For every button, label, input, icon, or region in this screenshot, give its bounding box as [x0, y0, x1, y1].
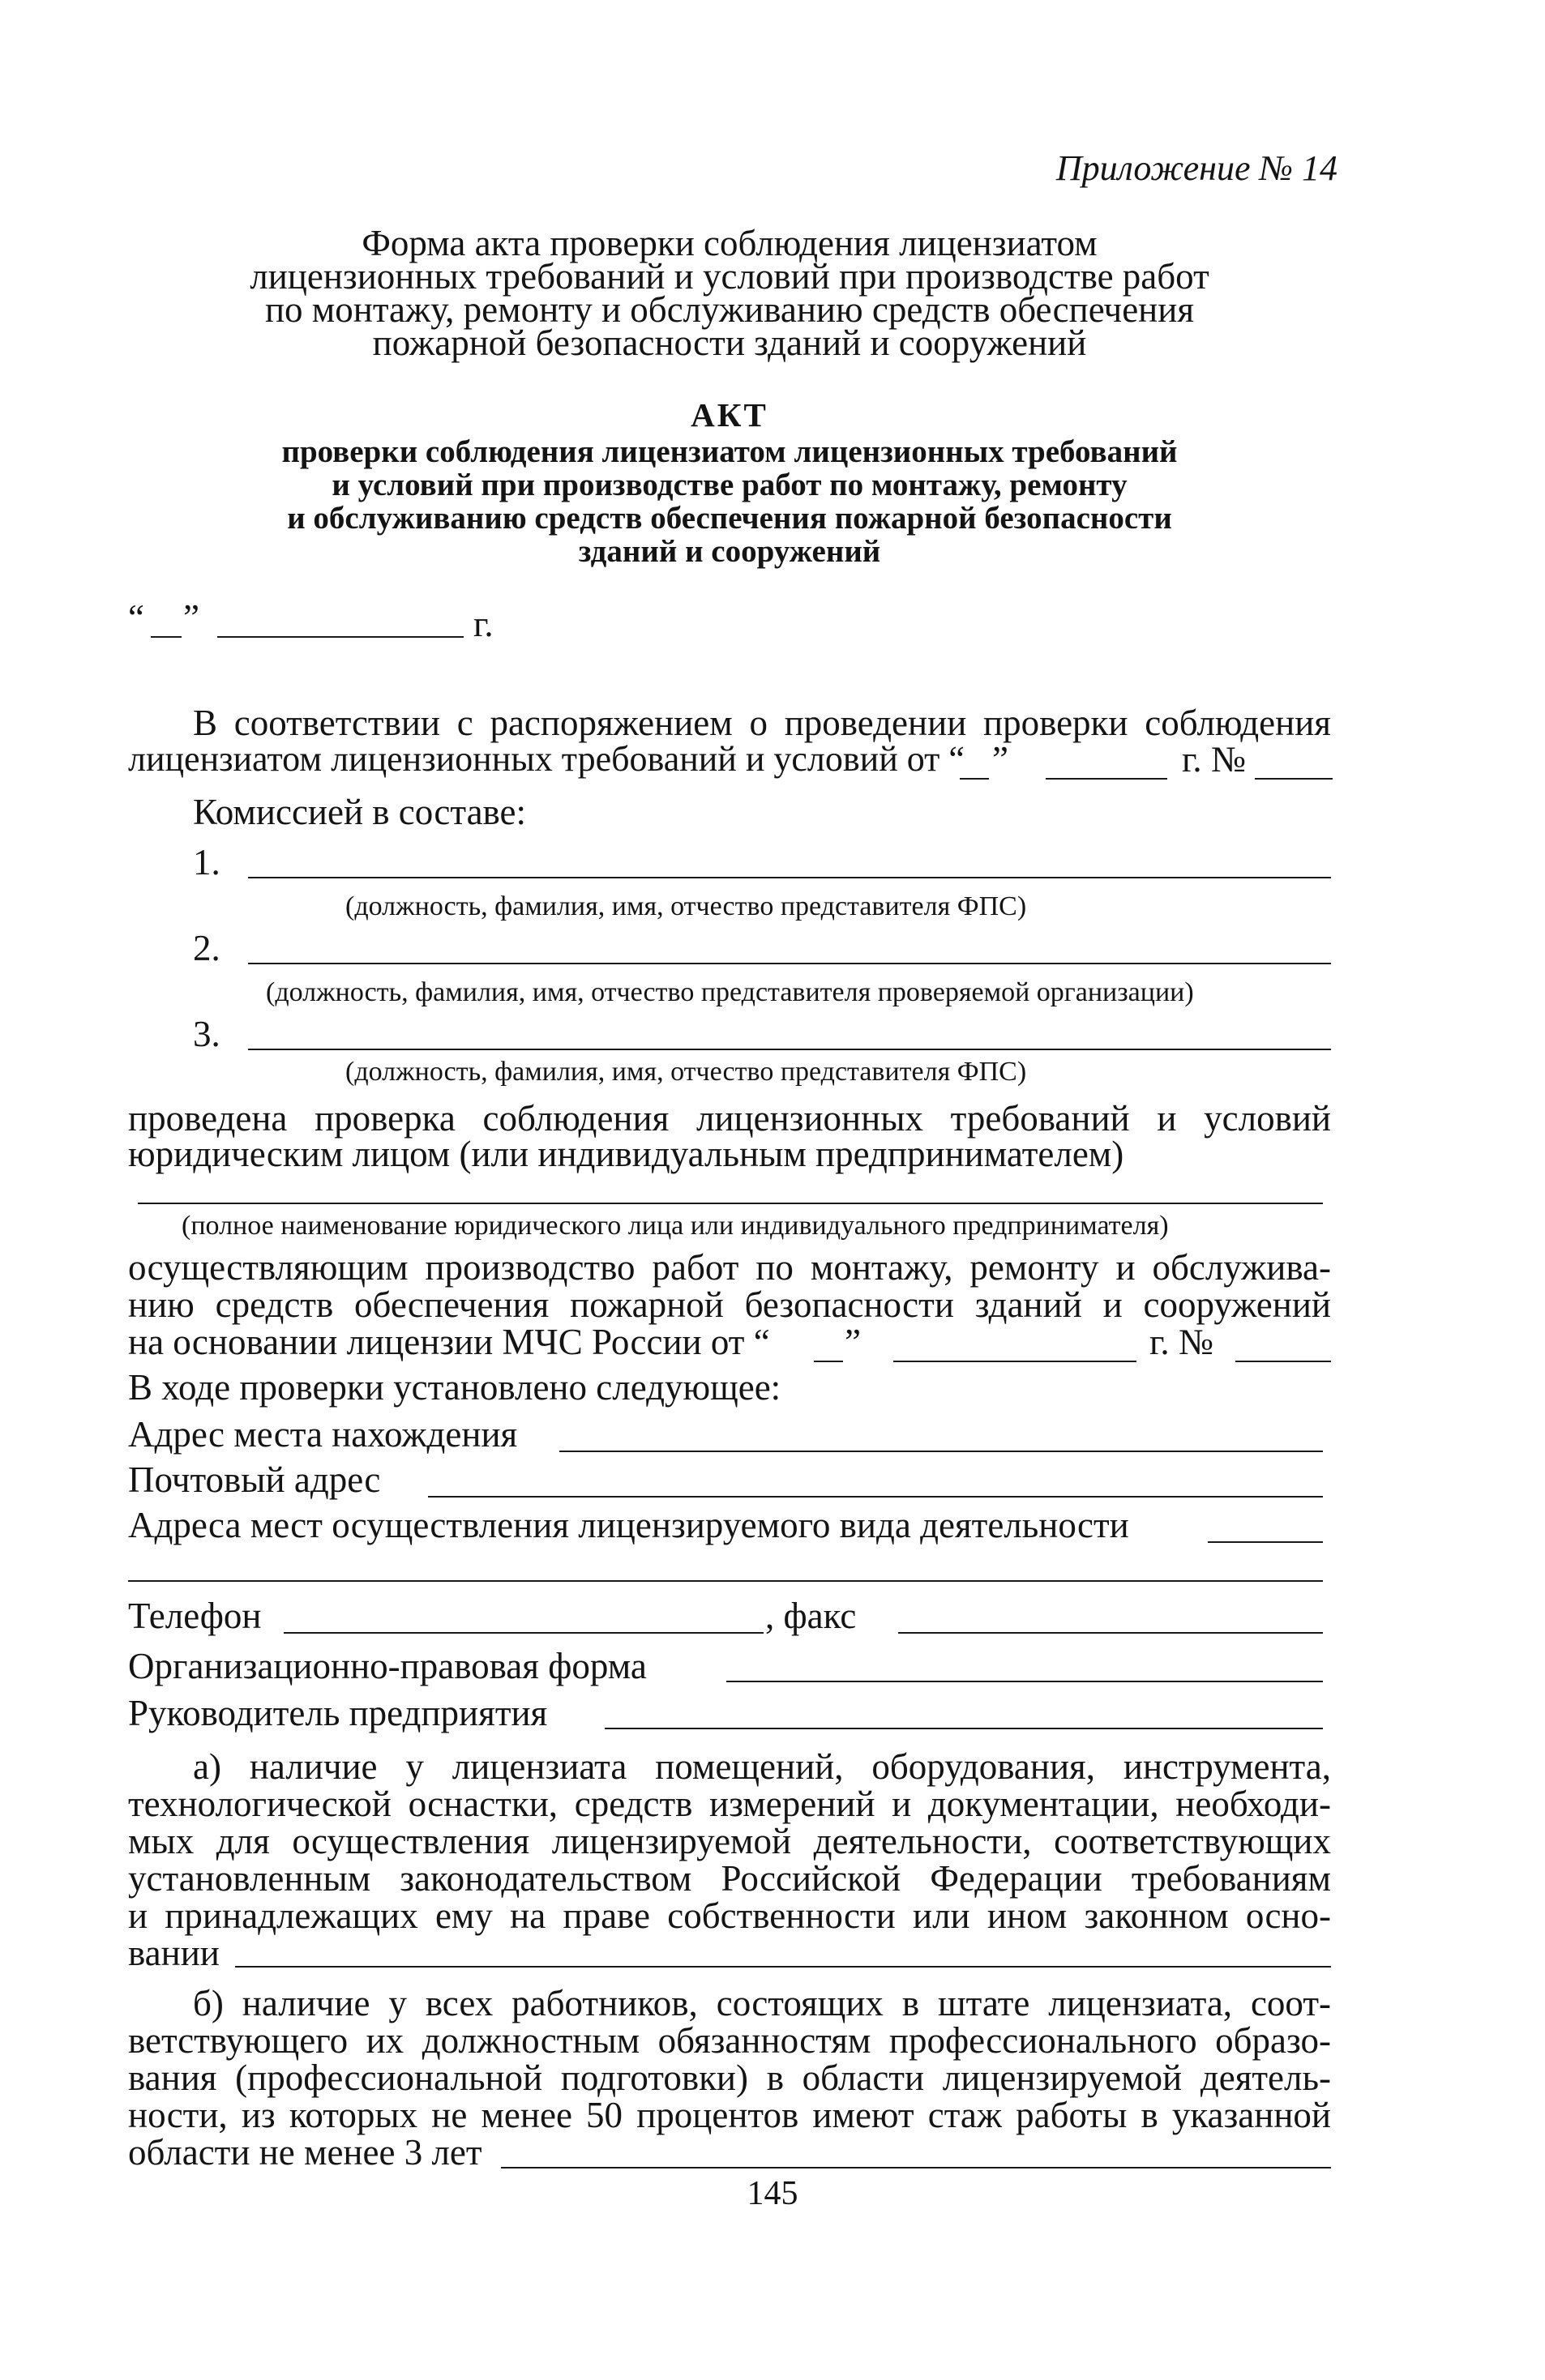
intro-number-blank[interactable] — [1255, 778, 1333, 780]
legal-form-blank[interactable] — [726, 1681, 1323, 1682]
item-a-line: технологической оснастки, средств измерений и документации, необходи- — [128, 1784, 1331, 1824]
activity-addresses-label: Адреса мест осуществления лицензируемого вида деятельности — [128, 1505, 1129, 1545]
check-text-line: юридическим лицом (или индивидуальным предпринимателем) — [128, 1134, 1124, 1174]
item-a-line: и принадлежащих ему на праве собственности или ином законном осно- — [128, 1895, 1331, 1936]
member-number: 3. — [193, 1014, 220, 1054]
date-month-blank[interactable] — [217, 636, 464, 638]
item-b-line: ности, из которых не менее 50 процентов имеют стаж работы в указанной — [128, 2095, 1331, 2135]
act-subtitle-line: зданий и сооружений — [578, 534, 881, 569]
member-3-blank[interactable] — [248, 1049, 1331, 1050]
date-quote-close: ” — [183, 597, 199, 638]
intro-day-blank[interactable] — [960, 778, 989, 780]
member-number: 1. — [193, 842, 220, 882]
item-b-line: б) наличие у всех работников, состоящих в штате лицензиата, соот- — [193, 1983, 1331, 2023]
item-a-line: установленным законодательством Российской Федерации требованиям — [128, 1858, 1331, 1899]
work-text-line: нию средств обеспечения пожарной безопасности зданий и сооружений — [128, 1284, 1331, 1325]
fax-label: , факс — [765, 1596, 857, 1636]
intro-quote-close: ” — [992, 739, 1008, 780]
intro-line: В соответствии с распоряжением о проведении проверки соблюдения — [193, 703, 1331, 743]
act-heading: АКТ — [691, 396, 768, 434]
postal-address-label: Почтовый адрес — [128, 1459, 381, 1500]
legal-form-label: Организационно-правовая форма — [128, 1646, 647, 1686]
appendix-label: Приложение № 14 — [1055, 148, 1337, 188]
item-b-line: вания (профессиональной подготовки) в области лицензируемой деятель- — [128, 2057, 1331, 2098]
act-subtitle-line: и условий при производстве работ по монтажу, ремонту — [332, 468, 1128, 502]
postal-address-blank[interactable] — [428, 1496, 1323, 1498]
director-blank[interactable] — [605, 1728, 1323, 1729]
date-year-label: г. — [473, 604, 494, 644]
act-subtitle-line: проверки соблюдения лицензиатом лицензионных требований — [281, 434, 1178, 469]
license-number-blank[interactable] — [1235, 1361, 1331, 1362]
item-a-line: вании — [128, 1933, 220, 1973]
item-a-line: а) наличие у лицензиата помещений, оборудования, инструмента, — [193, 1746, 1331, 1787]
item-b-line: ветствующего их должностным обязанностям профессионального образо- — [128, 2020, 1331, 2061]
member-caption: (должность, фамилия, имя, отчество представителя ФПС) — [345, 1057, 1027, 1087]
date-quote-open: “ — [128, 597, 144, 638]
item-b-blank[interactable] — [501, 2167, 1331, 2168]
check-text-line: проведена проверка соблюдения лицензионных требований и условий — [128, 1098, 1331, 1139]
item-a-blank[interactable] — [235, 1966, 1331, 1968]
fax-blank[interactable] — [898, 1632, 1323, 1634]
work-text-line: осуществляющим производство работ по монтажу, ремонту и обслужива- — [128, 1247, 1331, 1288]
license-day-blank[interactable] — [814, 1361, 843, 1362]
license-number-label: г. № — [1149, 1322, 1213, 1362]
phone-blank[interactable] — [284, 1632, 764, 1634]
member-2-blank[interactable] — [248, 963, 1331, 964]
item-a-line: мых для осуществления лицензируемой деятельности, соответствующих — [128, 1821, 1331, 1861]
member-number: 2. — [193, 928, 220, 968]
form-title-line: по монтажу, ремонту и обслуживанию средств обеспечения — [264, 289, 1195, 330]
member-1-blank[interactable] — [248, 877, 1331, 878]
license-quote-close: ” — [845, 1322, 861, 1362]
license-date-blank[interactable] — [893, 1361, 1136, 1362]
act-subtitle-line: и обслуживанию средств обеспечения пожарной безопасности — [287, 501, 1172, 536]
commission-label: Комиссией в составе: — [193, 792, 527, 832]
activity-addresses-blank[interactable] — [1208, 1541, 1323, 1543]
location-address-label: Адрес места нахождения — [128, 1414, 518, 1455]
intro-line-prefix: лицензиатом лицензионных требований и условий от “ — [128, 739, 965, 779]
member-caption: (должность, фамилия, имя, отчество представителя ФПС) — [345, 891, 1027, 921]
form-title-line: лицензионных требований и условий при производстве работ — [250, 256, 1209, 297]
intro-date-blank[interactable] — [1046, 778, 1167, 780]
page-number: 145 — [747, 2175, 798, 2212]
member-caption: (должность, фамилия, имя, отчество представителя проверяемой организации) — [266, 977, 1194, 1007]
entity-name-blank[interactable] — [138, 1203, 1323, 1204]
entity-caption: (полное наименование юридического лица или индивидуального предпринимателя) — [182, 1211, 1169, 1241]
date-day-blank[interactable] — [151, 636, 182, 638]
item-b-line: области не менее 3 лет — [128, 2132, 482, 2173]
director-label: Руководитель предприятия — [128, 1693, 548, 1733]
form-title-line: пожарной безопасности зданий и сооружений — [372, 323, 1087, 363]
findings-label: В ходе проверки установлено следующее: — [128, 1367, 781, 1408]
license-prefix: на основании лицензии МЧС России от “ — [128, 1322, 770, 1362]
form-title-line: Форма акта проверки соблюдения лицензиатом — [362, 223, 1098, 263]
activity-addresses-blank-2[interactable] — [128, 1580, 1323, 1582]
location-address-blank[interactable] — [559, 1451, 1323, 1452]
phone-label: Телефон — [128, 1596, 262, 1636]
intro-number-label: г. № — [1182, 739, 1246, 780]
